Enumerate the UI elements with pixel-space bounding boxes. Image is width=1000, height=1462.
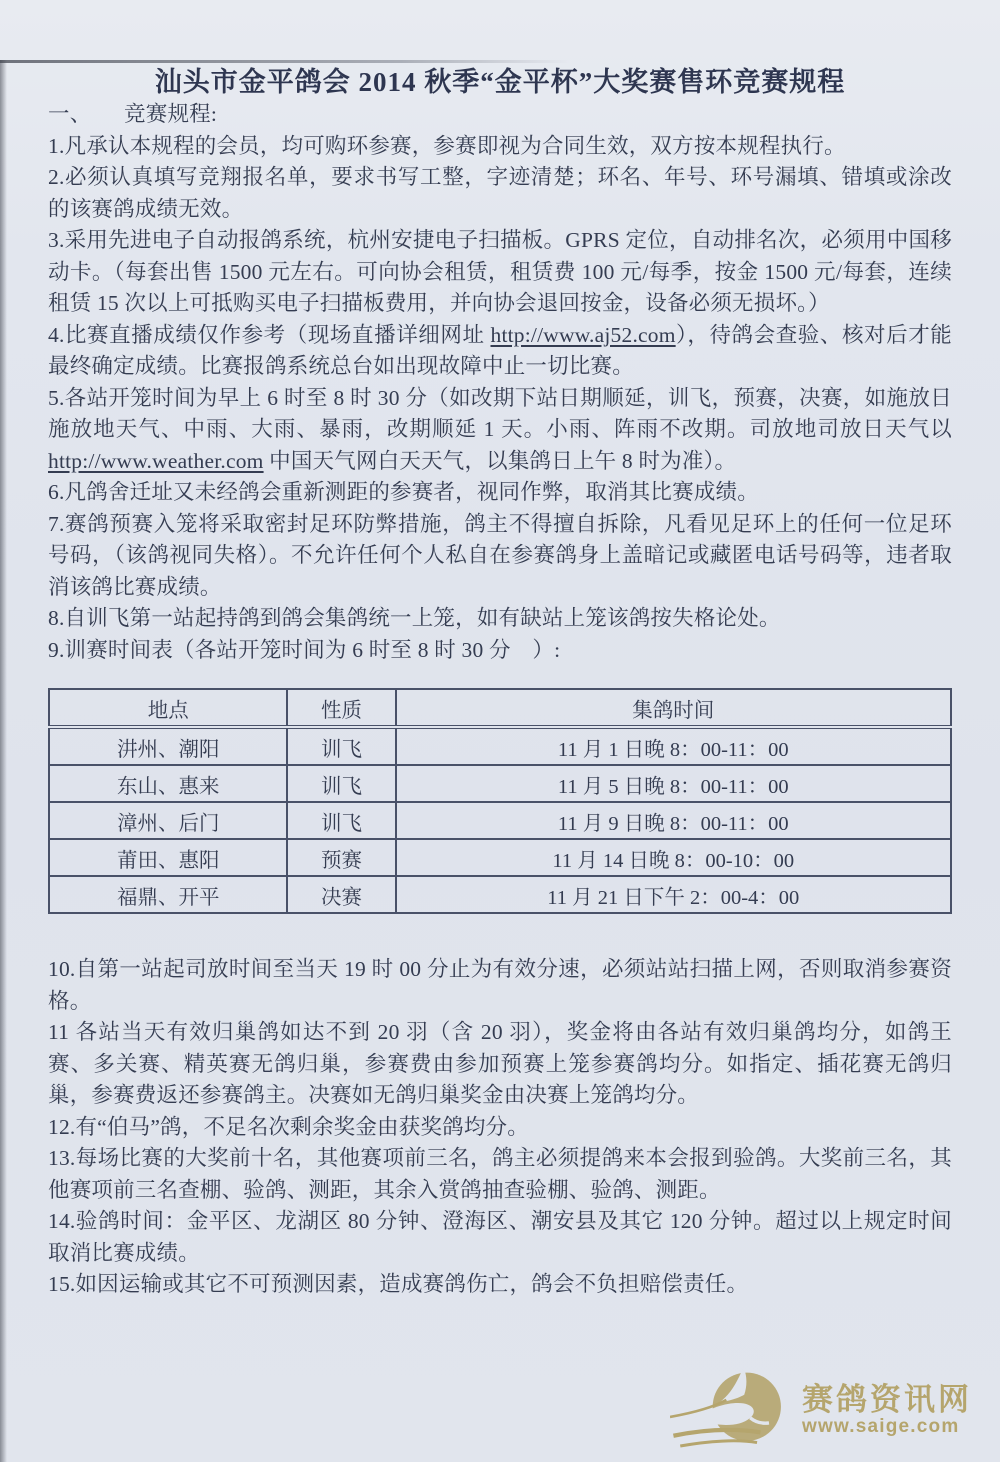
rule-paragraph [48, 1269, 952, 1301]
rule-text: 3.采用先进电子自动报鸽系统，杭州安捷电子扫描板。GPRS 定位，自动排名次，必须用中国移动卡。（每套出售 1500 元左右。可向协会租赁，租赁费 100 元/每季，按金 1500 元/每套，连续租赁 15 次以上可抵购买电子扫描板费用，并向协会退回按金，设备必须无损坏。） [48, 228, 952, 315]
rule-paragraph [48, 1143, 952, 1206]
watermark-site-url: www.saige.com [802, 1416, 960, 1438]
schedule-cell: 漳州、后门 [49, 802, 287, 839]
schedule-cell: 11 月 14 日晚 8：00-10：00 [396, 839, 951, 876]
schedule-row [49, 765, 951, 802]
schedule-cell: 福鼎、开平 [49, 876, 287, 913]
rule-text: 15.如因运输或其它不可预测因素，造成赛鸽伤亡，鸽会不负担赔偿责任。 [48, 1272, 749, 1296]
schedule-cell: 11 月 1 日晚 8：00-11：00 [396, 727, 951, 765]
schedule-cell: 训飞 [287, 727, 395, 765]
rule-text: 14.验鸽时间：金平区、龙湖区 80 分钟、澄海区、潮安县及其它 120 分钟。超过以上规定时间取消比赛成绩。 [48, 1209, 952, 1265]
schedule-column-header: 性质 [287, 689, 395, 727]
schedule-row [49, 876, 951, 913]
rule-paragraph [48, 477, 952, 509]
printed-url-text: http://www.aj52.com [490, 322, 676, 347]
watermark-site-name: 赛鸽资讯网 [802, 1381, 972, 1417]
schedule-table-head [49, 689, 951, 727]
rule-paragraph [48, 162, 952, 225]
rule-paragraph [48, 1112, 952, 1144]
rule-paragraph [48, 131, 952, 163]
schedule-row [49, 727, 951, 765]
rule-paragraph [48, 320, 952, 383]
rule-paragraph [48, 954, 952, 1017]
rule-text: 7.赛鸽预赛入笼将采取密封足环防弊措施，鸽主不得擅自拆除，凡看见足环上的任何一位足环号码，（该鸽视同失格）。不允许任何个人私自在参赛鸽身上盖暗记或藏匿电话号码等，违者取消该鸽比赛成绩。 [48, 511, 952, 599]
pigeon-logo-icon [670, 1364, 798, 1458]
schedule-cell: 训飞 [287, 802, 395, 839]
schedule-cell: 决赛 [287, 876, 395, 913]
document-page [0, 60, 1000, 1301]
rule-paragraph [48, 635, 952, 667]
schedule-table-body [49, 727, 951, 913]
rule-paragraph [48, 603, 952, 635]
printed-url-text: http://www.weather.com [48, 448, 264, 473]
schedule-cell: 11 月 21 日下午 2：00-4：00 [396, 876, 951, 913]
schedule-column-header: 集鸽时间 [396, 689, 951, 727]
schedule-cell: 11 月 9 日晚 8：00-11：00 [396, 802, 951, 839]
rule-paragraph [48, 225, 952, 320]
rule-paragraph [48, 1206, 952, 1269]
rules-list-after-table [48, 954, 952, 1301]
schedule-cell: 预赛 [287, 839, 395, 876]
rule-text: 中国天气网白天天气，以集鸽日上午 8 时为准）。 [263, 448, 737, 473]
rule-text: 11 各站当天有效归巢鸽如达不到 20 羽（含 20 羽），奖金将由各站有效归巢鸽均分，如鸽王赛、多关赛、精英赛无鸽归巢，参赛费由参加预赛上笼参赛鸽均分。如指定、插花赛无鸽归巢，参赛费返还参赛鸽主。决赛如无鸽归巢奖金由决赛上笼鸽均分。 [48, 1020, 952, 1107]
schedule-column-header: 地点 [49, 689, 287, 727]
rule-text: 4.比赛直播成绩仅作参考（现场直播详细网址 [48, 322, 491, 347]
schedule-cell: 训飞 [287, 765, 395, 802]
saige-watermark [670, 1364, 972, 1458]
schedule-cell: 东山、惠来 [49, 765, 287, 802]
rule-paragraph [48, 383, 952, 478]
rule-text: 10.自第一站起司放时间至当天 19 时 00 分止为有效分速，必须站站扫描上网，否则取消参赛资格。 [48, 957, 952, 1013]
rule-text: 2.必须认真填写竞翔报名单，要求书写工整，字迹清楚；环名、年号、环号漏填、错填或涂改的该赛鸽成绩无效。 [48, 165, 952, 221]
training-schedule-table [48, 688, 952, 914]
rule-text: 6.凡鸽舍迁址又未经鸽会重新测距的参赛者，视同作弊，取消其比赛成绩。 [48, 480, 759, 504]
rules-list-before-table [48, 131, 952, 667]
schedule-row [49, 839, 951, 876]
schedule-header-row [49, 689, 951, 727]
rule-text: 8.自训飞第一站起持鸽到鸽会集鸽统一上笼，如有缺站上笼该鸽按失格论处。 [48, 606, 781, 630]
rule-text: 13.每场比赛的大奖前十名，其他赛项前三名，鸽主必须提鸽来本会报到验鸽。大奖前三名，其他赛项前三名查棚、验鸽、测距，其余入赏鸽抽查验棚、验鸽、测距。 [48, 1146, 952, 1202]
schedule-cell: 汫州、潮阳 [49, 727, 287, 765]
section-heading: 一、 竞赛规程: [48, 102, 218, 126]
schedule-row [49, 802, 951, 839]
rule-text: 9.训赛时间表（各站开笼时间为 6 时至 8 时 30 分 ）: [48, 637, 561, 662]
schedule-cell: 11 月 5 日晚 8：00-11：00 [396, 765, 951, 802]
rule-paragraph [48, 509, 952, 604]
rule-text: 12.有“伯马”鸽，不足名次剩余奖金由获奖鸽均分。 [48, 1114, 529, 1139]
rule-paragraph [48, 1017, 952, 1112]
rule-text: 1.凡承认本规程的会员，均可购环参赛，参赛即视为合同生效，双方按本规程执行。 [48, 133, 846, 158]
rule-text: ），待鸽会查验、核对后才能最终确定成绩。比赛报鸽系统总台如出现故障中止一切比赛。 [48, 322, 952, 378]
schedule-cell: 莆田、惠阳 [49, 839, 287, 876]
document-title: 汕头市金平鸽会 2014 秋季“金平杯”大奖赛售环竞赛规程 [154, 67, 846, 97]
rule-text: 5.各站开笼时间为早上 6 时至 8 时 30 分（如改期下站日期顺延，训飞，预赛，决赛，如施放日施放地天气、中雨、大雨、暴雨，改期顺延 1 天。小雨、阵雨不改期。司放地司放日天气以 [48, 385, 952, 441]
watermark-text-block [802, 1381, 972, 1439]
